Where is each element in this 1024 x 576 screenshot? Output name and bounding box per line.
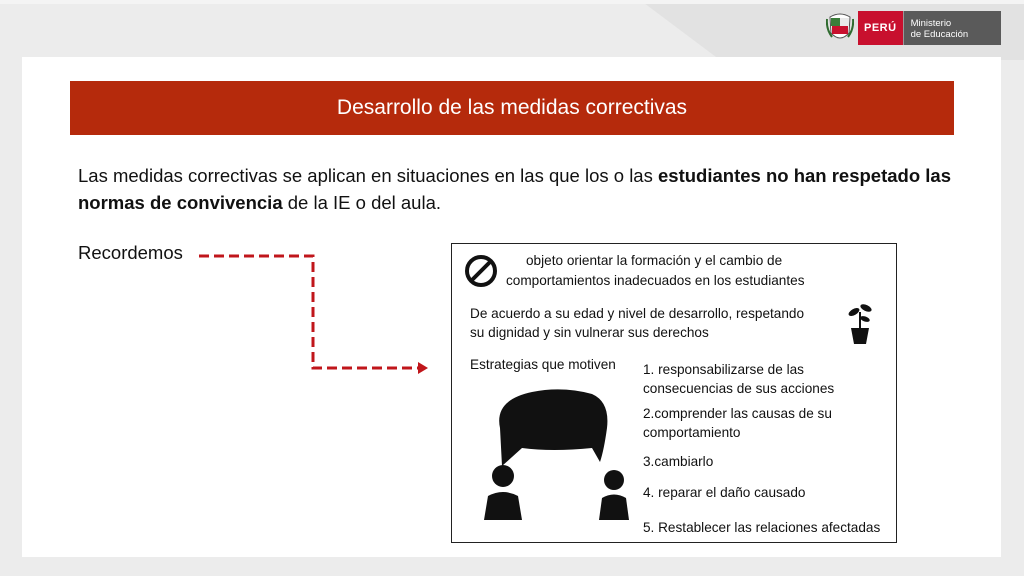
step2-line-b: comportamiento <box>643 425 741 440</box>
step5: 5. Restablecer las relaciones afectadas <box>643 520 881 535</box>
objective-line-1: objeto orientar la formación y el cambio de <box>526 253 783 268</box>
objective-line-2: comportamientos inadecuados en los estudiantes <box>506 273 805 288</box>
step2-line-a: 2.comprender las causas de su <box>643 406 832 421</box>
intro-text-1: Las medidas correctivas se aplican en situaciones en las que los o las <box>78 165 658 186</box>
step1-line-b: consecuencias de sus acciones <box>643 381 835 396</box>
step3: 3.cambiarlo <box>643 454 714 469</box>
logo-ministry-line2: de Educación <box>910 29 969 40</box>
prohibited-icon <box>464 254 498 288</box>
step1-line-a: 1. responsabilizarse de las <box>643 362 804 377</box>
slide-title: Desarrollo de las medidas correctivas <box>70 81 954 135</box>
info-box <box>451 243 897 543</box>
logo-ministry-line1: Ministerio <box>910 18 952 29</box>
plant-pot-icon <box>846 302 874 346</box>
respect-line-1: De acuerdo a su edad y nivel de desarrollo, respetando <box>470 306 805 321</box>
step4: 4. reparar el daño causado <box>643 485 806 500</box>
logo-country: PERÚ <box>858 11 903 45</box>
recordemos-label: Recordemos <box>78 242 183 263</box>
person-icon <box>480 464 526 522</box>
respect-line-2: su dignidad y sin vulnerar sus derechos <box>470 325 709 340</box>
intro-text-2: de la IE o del aula. <box>282 192 442 213</box>
speech-bubble-icon <box>492 388 612 472</box>
strategies-label: Estrategias que motiven <box>470 357 616 372</box>
intro-text-bold: estudiantes no han respetado las normas de convivencia <box>78 165 951 213</box>
person-icon-2 <box>596 468 632 522</box>
